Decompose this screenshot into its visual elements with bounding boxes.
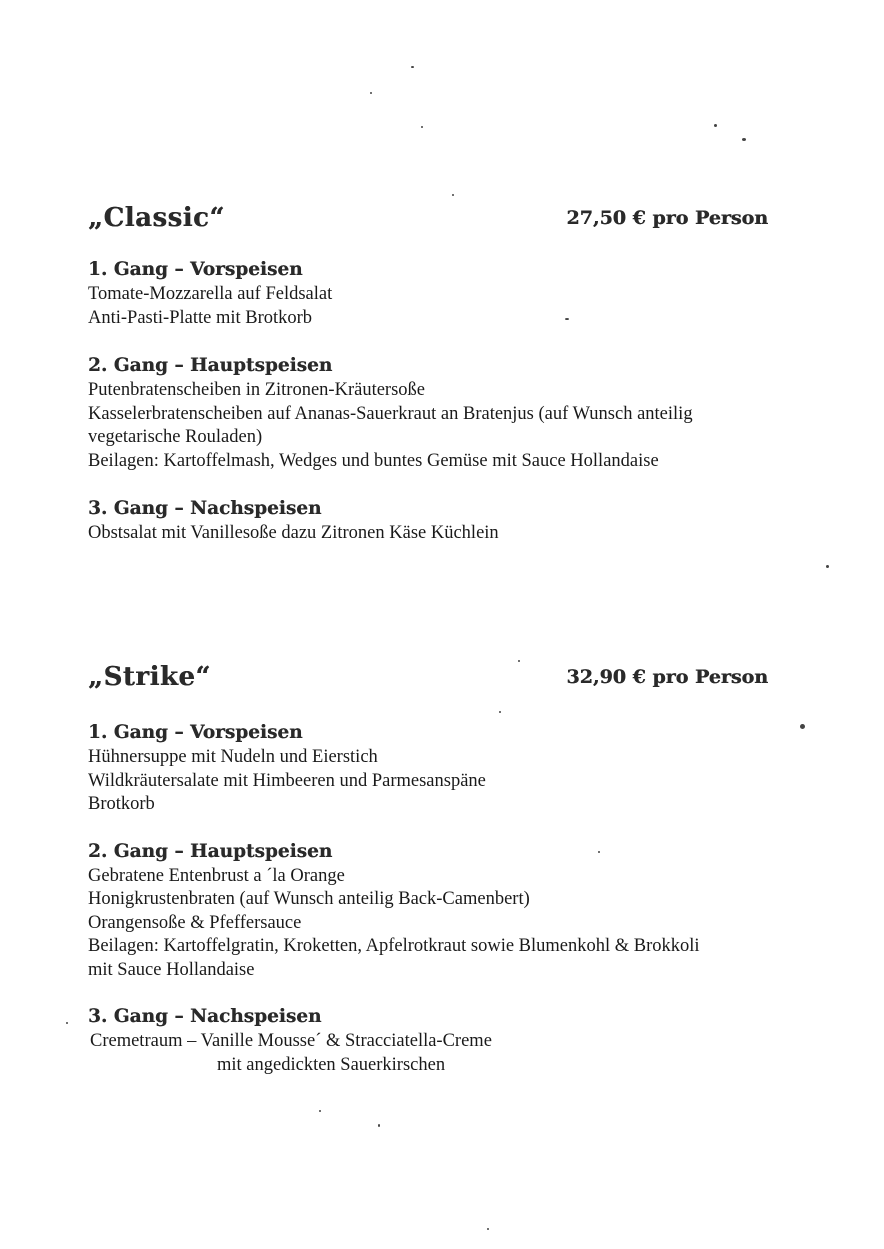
- menu-price: 27,50 € pro Person: [566, 207, 768, 229]
- dish-line: mit angedickten Sauerkirschen: [217, 1054, 446, 1075]
- dish-line: Anti-Pasti-Platte mit Brotkorb: [88, 307, 313, 328]
- dish-line: Honigkrustenbraten (auf Wunsch anteilig Back-Camenbert): [88, 889, 530, 909]
- scan-speck: [800, 724, 805, 729]
- menu-title: „Strike“: [88, 662, 211, 692]
- menu-title: „Classic“: [88, 203, 225, 233]
- dish-line: Beilagen: Kartoffelmash, Wedges und buntes Gemüse mit Sauce Hollandaise: [88, 450, 659, 471]
- dish-line: vegetarische Rouladen): [88, 427, 263, 447]
- scan-speck: [499, 711, 501, 713]
- scan-speck: [826, 565, 829, 568]
- scan-speck: [411, 66, 414, 68]
- scan-speck: [370, 92, 372, 94]
- scan-speck: [66, 1022, 68, 1024]
- dish-line: Obstsalat mit Vanillesoße dazu Zitronen Käse Küchlein: [88, 523, 499, 543]
- dish-line: Brotkorb: [88, 794, 155, 814]
- course-mains: [88, 353, 768, 473]
- scan-speck: [742, 138, 746, 141]
- scan-speck: [598, 851, 600, 853]
- course-heading: 1. Gang – Vorspeisen: [88, 722, 303, 743]
- course-heading: 1. Gang – Vorspeisen: [88, 259, 303, 280]
- course-heading: 2. Gang – Hauptspeisen: [88, 355, 333, 376]
- menu-header: [88, 662, 768, 702]
- scan-speck: [452, 194, 454, 196]
- scan-speck: [421, 126, 423, 128]
- dish-line: mit Sauce Hollandaise: [88, 959, 255, 980]
- scan-speck: [714, 124, 717, 127]
- dish-line: Kasselerbratenscheiben auf Ananas-Sauerkraut an Bratenjus (auf Wunsch anteilig: [88, 403, 693, 424]
- dish-line: Putenbratenscheiben in Zitronen-Kräutersoße: [88, 380, 425, 400]
- course-starters: [88, 257, 768, 330]
- dish-line: Hühnersuppe mit Nudeln und Eierstich: [88, 747, 378, 767]
- dish-line: Cremetraum – Vanille Mousse´ & Stracciatella-Creme: [90, 1031, 492, 1051]
- dish-line: Wildkräutersalate mit Himbeeren und Parmesanspäne: [88, 770, 486, 791]
- menu-classic: [88, 203, 768, 546]
- menu-price: 32,90 € pro Person: [566, 666, 768, 688]
- scan-speck: [518, 660, 520, 662]
- course-mains: [88, 839, 768, 983]
- course-starters: [88, 720, 768, 817]
- course-desserts: [88, 496, 768, 546]
- course-desserts: [88, 1004, 768, 1077]
- scan-speck: [565, 318, 569, 320]
- scan-speck: [378, 1124, 380, 1127]
- course-heading: 3. Gang – Nachspeisen: [88, 498, 322, 519]
- dish-line: Beilagen: Kartoffelgratin, Kroketten, Apfelrotkraut sowie Blumenkohl & Brokkoli: [88, 936, 700, 956]
- menu-header: [88, 203, 768, 243]
- dish-line: Orangensoße & Pfeffersauce: [88, 912, 302, 933]
- dish-line: Tomate-Mozzarella auf Feldsalat: [88, 284, 333, 304]
- scan-speck: [319, 1110, 321, 1112]
- dish-line: Gebratene Entenbrust a ´la Orange: [88, 865, 345, 886]
- scan-speck: [487, 1228, 489, 1230]
- course-heading: 2. Gang – Hauptspeisen: [88, 840, 333, 862]
- course-heading: 3. Gang – Nachspeisen: [88, 1006, 322, 1027]
- menu-strike: [88, 662, 768, 1077]
